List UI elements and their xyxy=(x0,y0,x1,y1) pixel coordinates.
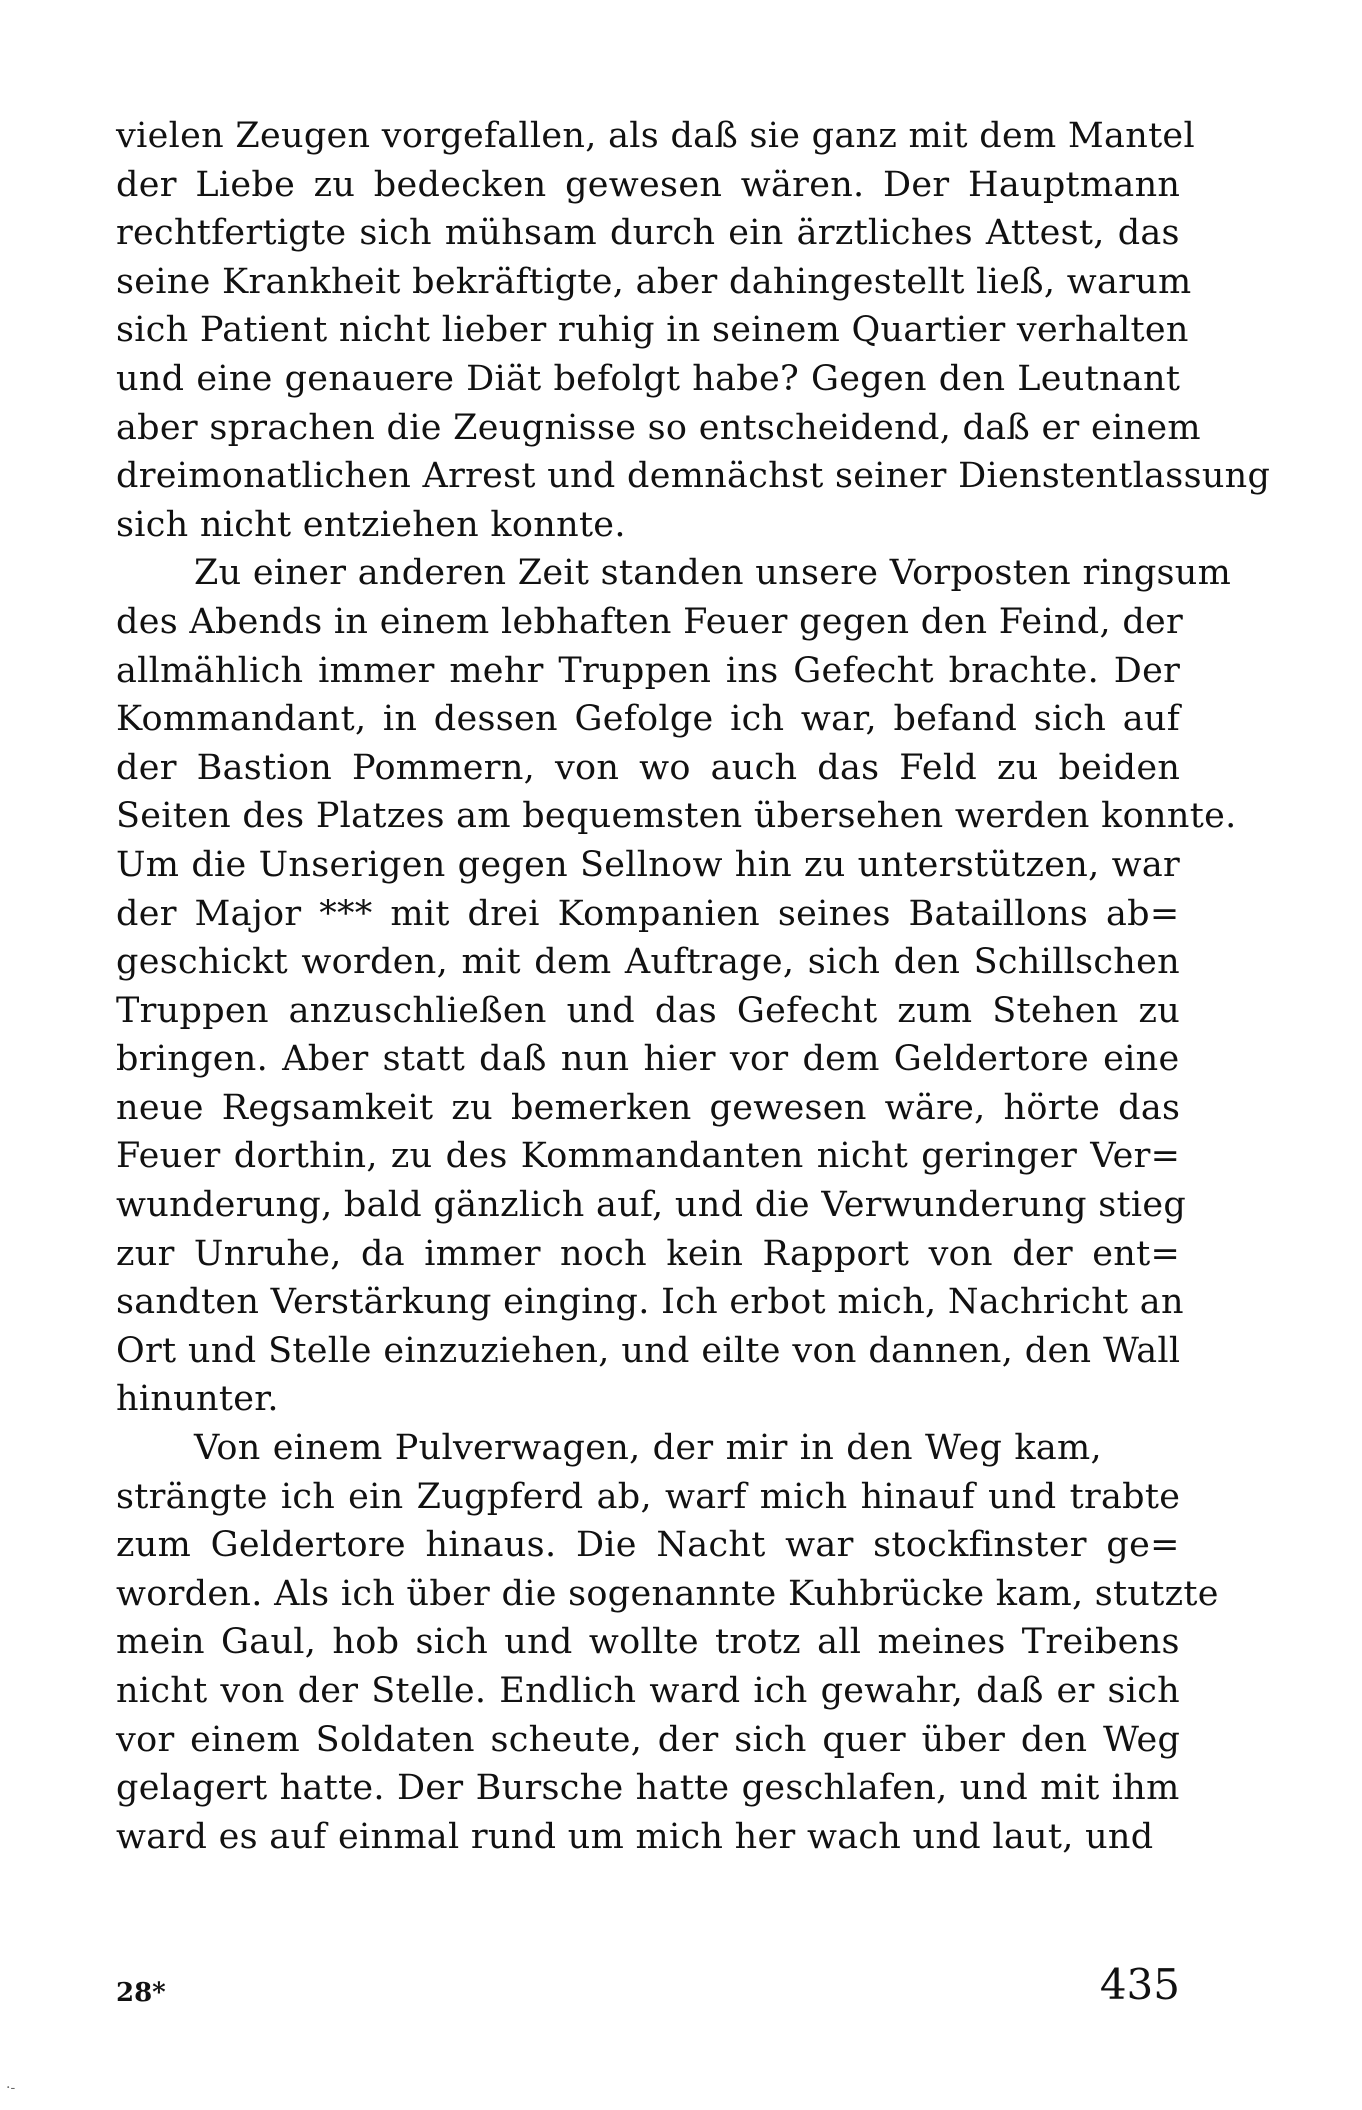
text-line: worden. Als ich über die sogenannte Kuhbrücke kam, stutzte xyxy=(116,1573,1219,1614)
text-line: wunderung, bald gänzlich auf, und die Verwunderung stieg xyxy=(116,1185,1187,1226)
page-number: 435 xyxy=(1099,1960,1180,2009)
text-line: der Bastion Pommern, von wo auch das Feld zu beiden xyxy=(116,747,1181,788)
text-line: sich Patient nicht lieber ruhig in seinem Quartier verhalten xyxy=(116,310,1189,351)
text-line: aber sprachen die Zeugnisse so entscheidend, daß er einem xyxy=(116,407,1201,448)
text-line: neue Regsamkeit zu bemerken gewesen wäre, hörte das xyxy=(116,1087,1181,1128)
text-line: der Liebe zu bedecken gewesen wären. Der Hauptmann xyxy=(116,164,1181,205)
text-line: der Major *** mit drei Kompanien seines Bataillons ab= xyxy=(116,893,1180,934)
printer-signature-mark: 28* xyxy=(116,1978,166,2008)
text-line: vielen Zeugen vorgefallen, als daß sie ganz mit dem Mantel xyxy=(116,116,1195,156)
text-line: gelagert hatte. Der Bursche hatte geschlafen, und mit ihm xyxy=(116,1768,1180,1809)
paragraph xyxy=(116,1424,1219,1861)
text-line: hinunter. xyxy=(116,1379,279,1420)
text-line: Um die Unserigen gegen Sellnow hin zu unterstützen, war xyxy=(116,844,1181,885)
text-line: Seiten des Platzes am bequemsten übersehen werden konnte. xyxy=(116,796,1237,837)
text-line: Kommandant, in dessen Gefolge ich war, befand sich auf xyxy=(116,699,1181,740)
text-line: Feuer dorthin, zu des Kommandanten nicht geringer Ver= xyxy=(116,1136,1181,1177)
text-line: rechtfertigte sich mühsam durch ein ärztliches Attest, das xyxy=(116,213,1180,254)
paragraph xyxy=(116,112,1271,549)
text-line: Ort und Stelle einzuziehen, und eilte von dannen, den Wall xyxy=(116,1330,1181,1371)
text-line: ward es auf einmal rund um mich her wach und laut, und xyxy=(116,1816,1154,1857)
text-line: dreimonatlichen Arrest und demnächst seiner Dienstentlassung xyxy=(116,456,1271,497)
text-line: sich nicht entziehen konnte. xyxy=(116,504,626,545)
paragraph xyxy=(116,549,1237,1424)
scan-specks: ·‑ xyxy=(6,2080,16,2096)
text-line: strängte ich ein Zugpferd ab, warf mich hinauf und trabte xyxy=(116,1476,1181,1517)
body-text xyxy=(116,112,1271,1861)
text-line: und eine genauere Diät befolgt habe? Gegen den Leutnant xyxy=(116,358,1181,399)
text-line: des Abends in einem lebhaften Feuer gegen den Feind, der xyxy=(116,601,1184,642)
text-line: bringen. Aber statt daß nun hier vor dem Geldertore eine xyxy=(116,1039,1180,1080)
text-line: allmählich immer mehr Truppen ins Gefecht brachte. Der xyxy=(116,650,1181,691)
text-line: vor einem Soldaten scheute, der sich quer über den Weg xyxy=(116,1719,1181,1760)
text-line: Von einem Pulverwagen, der mir in den Weg kam, xyxy=(194,1428,1102,1469)
text-line: nicht von der Stelle. Endlich ward ich gewahr, daß er sich xyxy=(116,1671,1181,1711)
text-line: sandten Verstärkung einging. Ich erbot mich, Nachricht an xyxy=(116,1282,1184,1323)
text-line: zur Unruhe, da immer noch kein Rapport von der ent= xyxy=(116,1233,1181,1274)
text-line: seine Krankheit bekräftigte, aber dahingestellt ließ, warum xyxy=(116,261,1192,302)
text-line: geschickt worden, mit dem Auftrage, sich den Schillschen xyxy=(116,942,1180,983)
text-line: Truppen anzuschließen und das Gefecht zum Stehen zu xyxy=(116,990,1181,1031)
text-line: zum Geldertore hinaus. Die Nacht war stockfinster ge= xyxy=(116,1525,1180,1566)
text-line: Zu einer anderen Zeit standen unsere Vorposten ringsum xyxy=(194,553,1232,594)
text-line: mein Gaul, hob sich und wollte trotz all meines Treibens xyxy=(116,1622,1180,1663)
